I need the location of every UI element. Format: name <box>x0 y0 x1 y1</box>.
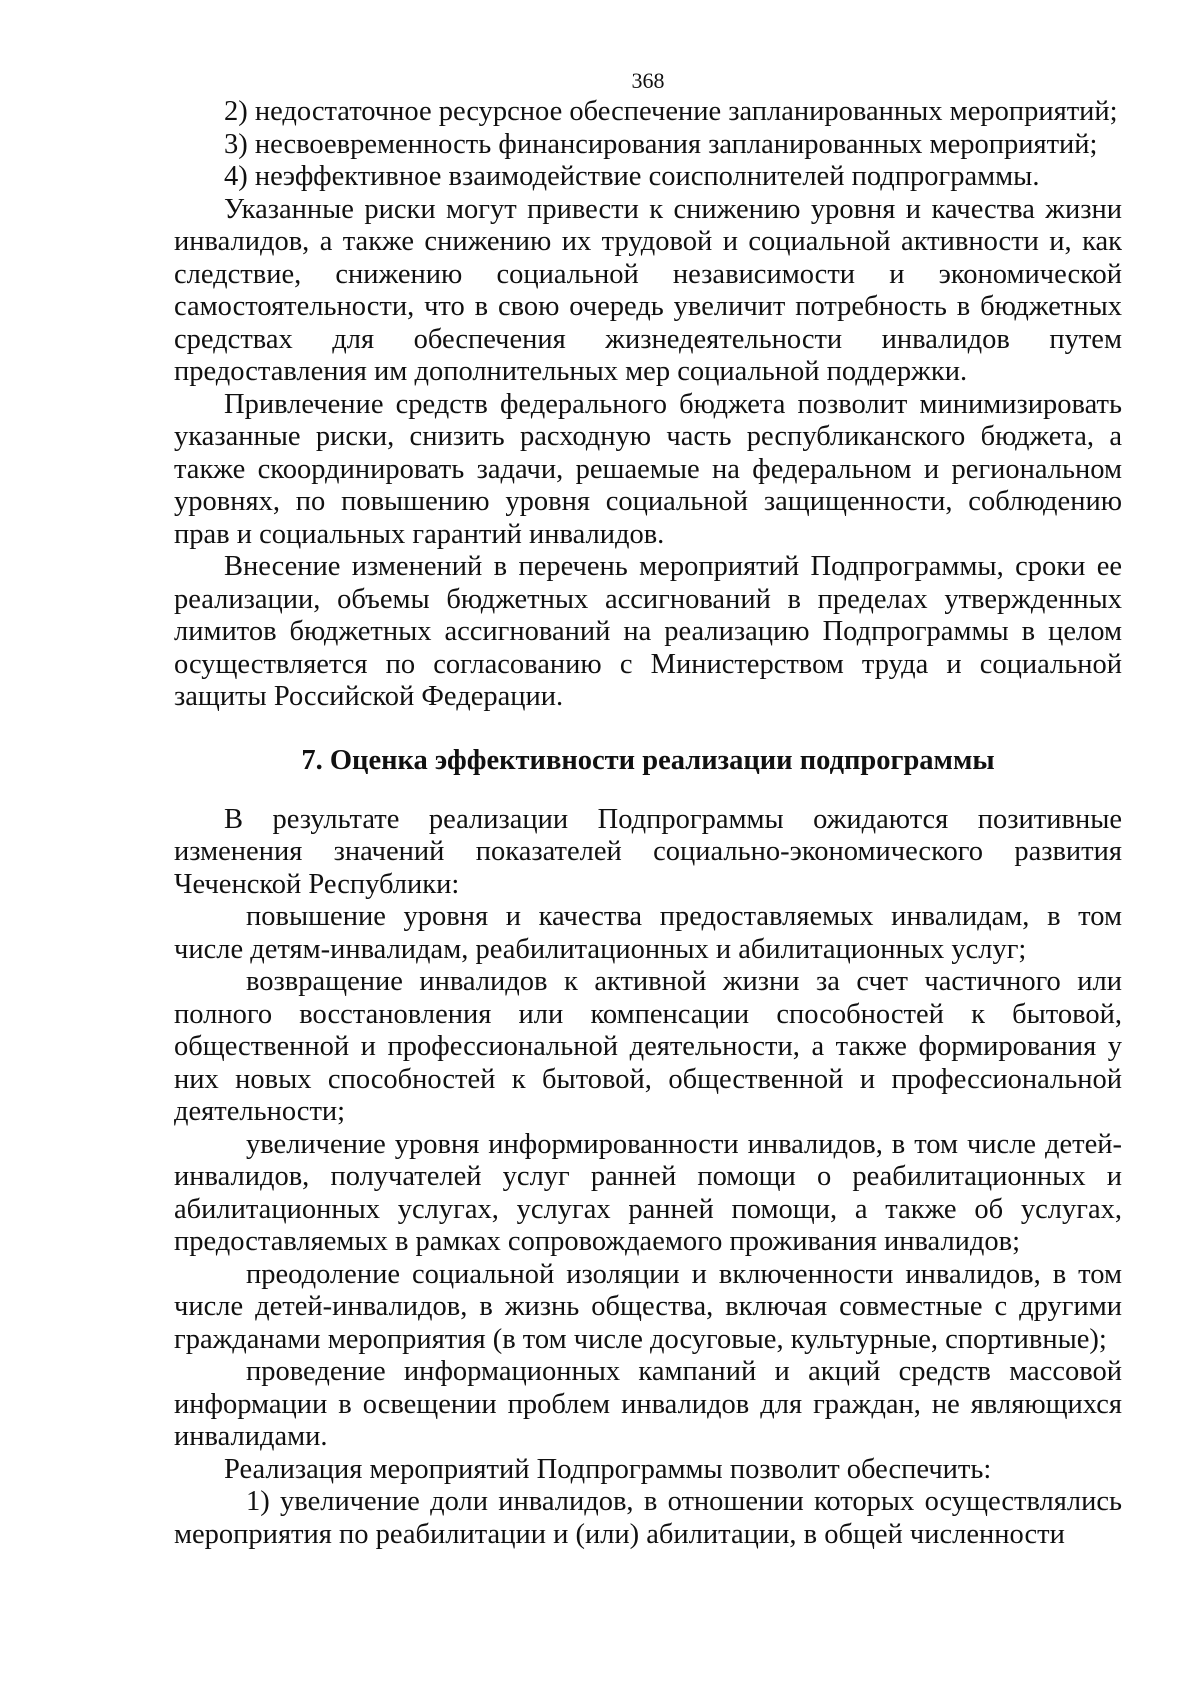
expected-change-item: проведение информационных кампаний и акций средств массовой информации в освещении проблем инвалидов для граждан, не являющихся инвалидами. <box>174 1356 1122 1452</box>
expected-change-item: возвращение инвалидов к активной жизни за счет частичного или полного восстановления или компенсации способностей к бытовой, общественной и профессиональной деятельности, а также формирования у них новых способностей к бытовой, общественной и профессиональной деятельности; <box>174 966 1122 1127</box>
risk-item-2: 2) недостаточное ресурсное обеспечение запланированных мероприятий; <box>224 96 1118 127</box>
document-page <box>174 68 1122 1551</box>
expected-change-item: преодоление социальной изоляции и включенности инвалидов, в том числе детей-инвалидов, в жизнь общества, включая совместные с другими гражданами мероприятия (в том числе досуговые, культурные, спортивные); <box>174 1258 1122 1355</box>
page-number: 368 <box>631 68 665 93</box>
expected-change-item: повышение уровня и качества предоставляемых инвалидам, в том числе детям-инвалидам, реабилитационных и абилитационных услуг; <box>174 901 1122 965</box>
risk-item-4: 4) неэффективное взаимодействие соисполнителей подпрограммы. <box>224 161 1040 192</box>
risk-item-3: 3) несвоевременность финансирования запланированных мероприятий; <box>224 128 1098 160</box>
expected-change-item: увеличение уровня информированности инвалидов, в том числе детей-инвалидов, получателей услуг ранней помощи о реабилитационных и абилитационных услугах, услугах ранней помощи, а также об услугах, предоставляемых в рамках сопровождаемого проживания инвалидов; <box>174 1128 1122 1257</box>
realization-item-1: 1) увеличение доли инвалидов, в отношении которых осуществлялись мероприятия по реабилитации и (или) абилитации, в общей численности <box>174 1486 1122 1550</box>
section-intro: В результате реализации Подпрограммы ожидаются позитивные изменения значений показателей социально-экономического развития Чеченской Республики: <box>174 803 1122 900</box>
section-heading: 7. Оценка эффективности реализации подпрограммы <box>301 744 995 776</box>
realization-intro: Реализация мероприятий Подпрограммы позволит обеспечить: <box>224 1453 992 1485</box>
paragraph-federal-budget: Привлечение средств федерального бюджета позволит минимизировать указанные риски, снизить расходную часть республиканского бюджета, а также скоординировать задачи, решаемые на федеральном и региональном уровнях, по повышению уровня социальной защищенности, соблюдению прав и социальных гарантий инвалидов. <box>174 388 1122 550</box>
paragraph-risk-consequences: Указанные риски могут привести к снижению уровня и качества жизни инвалидов, а также снижению их трудовой и социальной активности и, как следствие, снижению социальной независимости и экономической самостоятельности, что в свою очередь увеличит потребность в бюджетных средствах для обеспечения жизнедеятельности инвалидов путем предоставления им дополнительных мер социальной поддержки. <box>174 193 1122 387</box>
paragraph-changes-agreement: Внесение изменений в перечень мероприятий Подпрограммы, сроки ее реализации, объемы бюджетных ассигнований в пределах утвержденных лимитов бюджетных ассигнований на реализацию Подпрограммы в целом осуществляется по согласованию с Министерством труда и социальной защиты Российской Федерации. <box>174 551 1122 712</box>
